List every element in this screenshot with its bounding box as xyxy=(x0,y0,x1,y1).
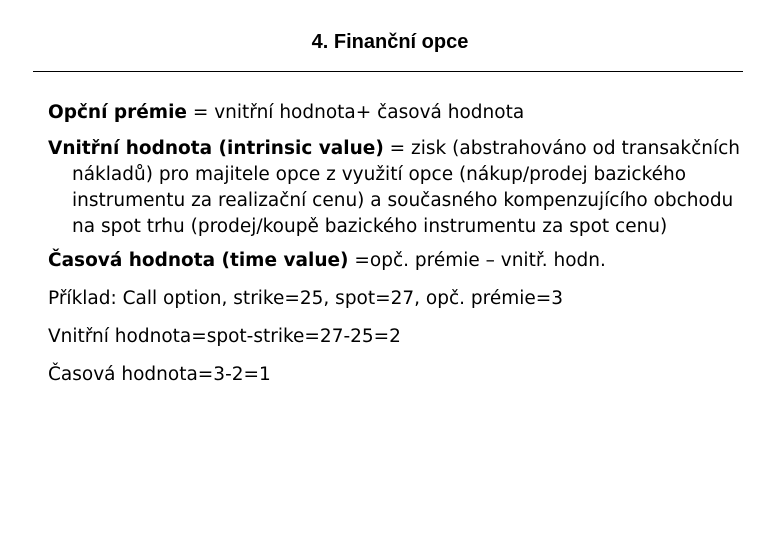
term-time-value: Časová hodnota (time value) xyxy=(48,250,349,271)
definition-intrinsic-value xyxy=(48,136,748,240)
example-line: Příklad: Call option, strike=25, spot=27, opč. prémie=3 xyxy=(48,288,564,309)
definition-time-value-text: =opč. prémie – vnitř. hodn. xyxy=(348,250,606,271)
title-divider xyxy=(33,71,743,72)
slide-body xyxy=(48,100,748,388)
definition-option-premium xyxy=(48,100,748,126)
definition-intrinsic-value-text: = zisk (abstrahováno od transakčních nákladů) pro majitele opce z využití opce (nákup/prodej bazického instrumentu za realizační cenu) a současného kompenzujícího obchodu na spot trhu (prodej/koupě bazického instrumentu za spot cenu) xyxy=(72,138,741,237)
term-option-premium: Opční prémie xyxy=(48,102,187,123)
definition-option-premium-text: = vnitřní hodnota+ časová hodnota xyxy=(186,102,525,123)
slide-title: 4. Finanční opce xyxy=(311,31,469,53)
term-intrinsic-value: Vnitřní hodnota (intrinsic value) xyxy=(48,138,384,159)
example-time-calc: Časová hodnota=3-2=1 xyxy=(48,364,271,385)
definition-time-value xyxy=(48,248,748,274)
example-intrinsic-calc: Vnitřní hodnota=spot-strike=27-25=2 xyxy=(48,326,401,347)
